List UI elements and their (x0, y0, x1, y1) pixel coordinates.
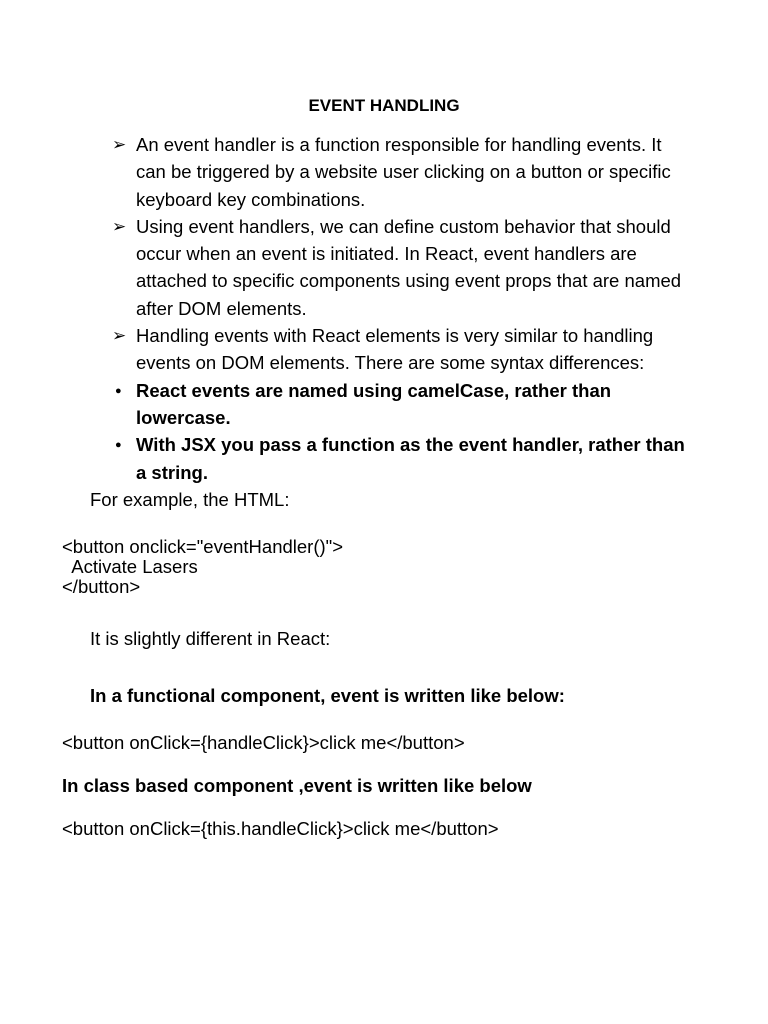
html-code-line: Activate Lasers (62, 556, 198, 577)
arrow-bullet-icon (112, 131, 132, 158)
class-heading: In class based component ,event is written like below (62, 775, 532, 796)
list-item-text: Handling events with React elements is very similar to handling events on DOM elements. There are some syntax differences: (136, 325, 654, 374)
list-item (106, 377, 686, 432)
react-intro: It is slightly different in React: (90, 628, 331, 649)
dot-bullet-icon (112, 377, 132, 407)
dot-bullet-icon (112, 431, 132, 461)
page-title: EVENT HANDLING (308, 96, 460, 115)
list-item (106, 431, 686, 486)
class-code: <button onClick={this.handleClick}>click me</button> (62, 818, 499, 839)
functional-code: <button onClick={handleClick}>click me</button> (62, 732, 465, 753)
html-code-line: <button onclick="eventHandler()"> (62, 536, 344, 557)
list-item-text: Using event handlers, we can define custom behavior that should occur when an event is initiated. In React, event handlers are attached to specific components using event props that are named after DOM elements. (136, 215, 682, 319)
arrow-bullet-icon (112, 322, 132, 349)
list-item-text: An event handler is a function responsible for handling events. It can be triggered by a website user clicking on a button or specific keyboard key combinations. (136, 134, 671, 210)
arrow-bullet-icon (112, 213, 132, 240)
bullet-list (106, 131, 686, 486)
html-code-line: </button> (62, 576, 141, 597)
list-item (106, 322, 686, 377)
functional-heading: In a functional component, event is written like below: (90, 685, 565, 706)
example-intro: For example, the HTML: (90, 489, 290, 510)
list-item (106, 213, 686, 322)
list-item-text: React events are named using camelCase, rather than lowercase. (136, 379, 612, 428)
list-item (106, 131, 686, 213)
list-item-text: With JSX you pass a function as the event handler, rather than a string. (136, 434, 685, 483)
